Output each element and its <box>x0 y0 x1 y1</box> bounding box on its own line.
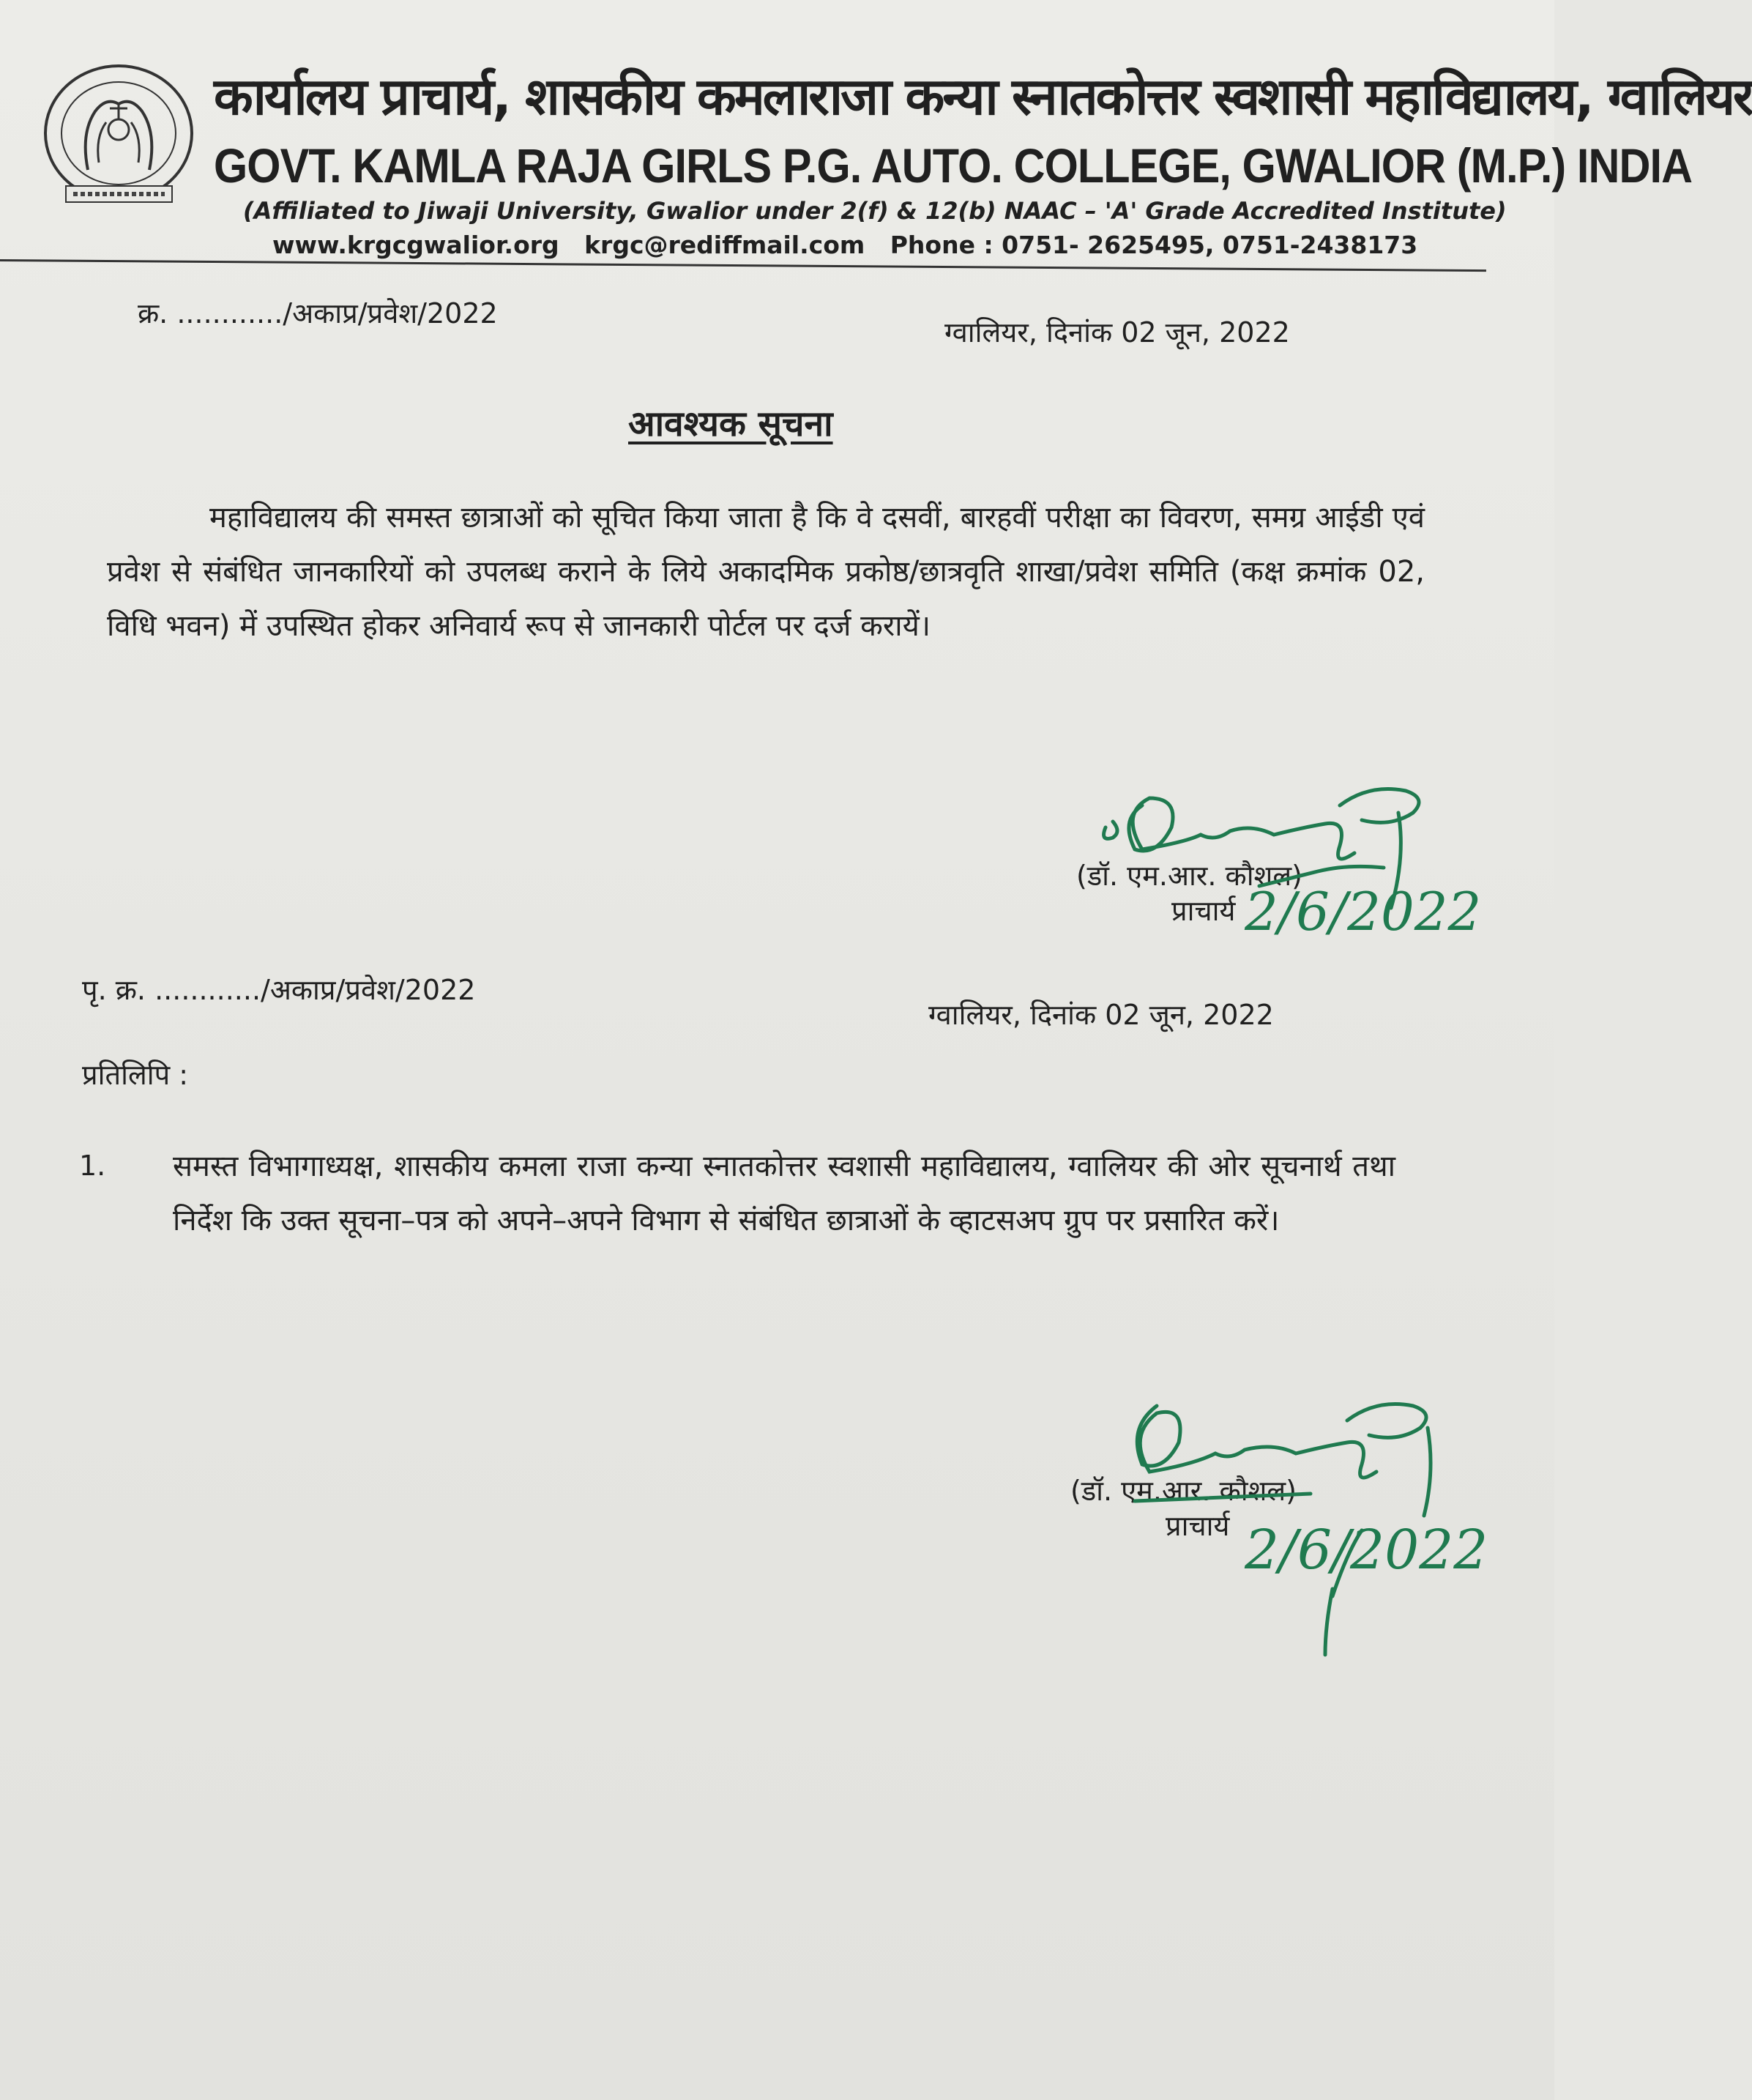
signatory-role: प्राचार्य <box>1171 895 1236 927</box>
affiliation-line: (Affiliated to Jiwaji University, Gwalior under 2(f) & 12(b) NAAC – 'A' Grade Accredited Institute) <box>243 197 1507 225</box>
college-title-hindi: कार्यालय प्राचार्य, शासकीय कमलाराजा कन्या स्नातकोत्तर स्वशासी महाविद्यालय, ग्वालियर <box>214 67 1752 127</box>
copy-date: ग्वालियर, दिनांक 02 जून, 2022 <box>928 999 1274 1031</box>
svg-text:2/6/2022: 2/6/2022 <box>1245 881 1482 942</box>
notice-reference: क्र. ............/अकाप्र/प्रवेश/2022 <box>138 297 498 329</box>
college-emblem-icon <box>37 60 201 217</box>
email-link[interactable]: krgc@rediffmail.com <box>584 231 865 259</box>
notice-date: ग्वालियर, दिनांक 02 जून, 2022 <box>944 316 1290 349</box>
phone-numbers: Phone : 0751- 2625495, 0751-2438173 <box>890 231 1418 259</box>
handwritten-date-copy <box>1245 1508 1552 1589</box>
handwritten-date <box>1245 871 1523 952</box>
signatory-name: (डॉ. एम.आर. कौशल) <box>1076 860 1302 892</box>
copy-reference: पृ. क्र. ............/अकाप्र/प्रवेश/2022 <box>82 974 476 1006</box>
copy-label: प्रतिलिपि : <box>82 1059 189 1091</box>
signatory-name-copy: (डॉ. एम.आर. कौशल) <box>1070 1475 1297 1507</box>
signatory-role-copy: प्राचार्य <box>1166 1510 1230 1542</box>
copy-item-text: समस्त विभागाध्यक्ष, शासकीय कमला राजा कन्या स्नातकोत्तर स्वशासी महाविद्यालय, ग्वालियर की ओर सूचनार्थ तथा निर्देश कि उक्त सूचना–पत्र को अपने–अपने विभाग से संबंधित छात्राओं के व्हाटसअप ग्रुप पर प्रसारित करें। <box>173 1150 1395 1237</box>
header-divider <box>0 259 1486 272</box>
contact-line <box>272 230 1444 261</box>
notice-body: महाविद्यालय की समस्त छात्राओं को सूचित किया जाता है कि वे दसवीं, बारहवीं परीक्षा का विवरण, समग्र आईडी एवं प्रवेश से संबंधित जानकारियों को उपलब्ध कराने के लिये अकादमिक प्रकोष्ठ/छात्रवृति शाखा/प्रवेश समिति (कक्ष क्रमांक 02, विधि भवन) में उपस्थित होकर अनिवार्य रूप से जानकारी पोर्टल पर दर्ज करायें। <box>107 501 1425 643</box>
notice-heading: आवश्यक सूचना <box>628 403 833 444</box>
college-title-english: GOVT. KAMLA RAJA GIRLS P.G. AUTO. COLLEGE, GWALIOR (M.P.) INDIA <box>214 138 1693 193</box>
svg-text:2/6/2022: 2/6/2022 <box>1245 1519 1488 1582</box>
website-link[interactable]: www.krgcgwalior.org <box>272 231 559 259</box>
copy-item-number: 1. <box>79 1150 106 1182</box>
